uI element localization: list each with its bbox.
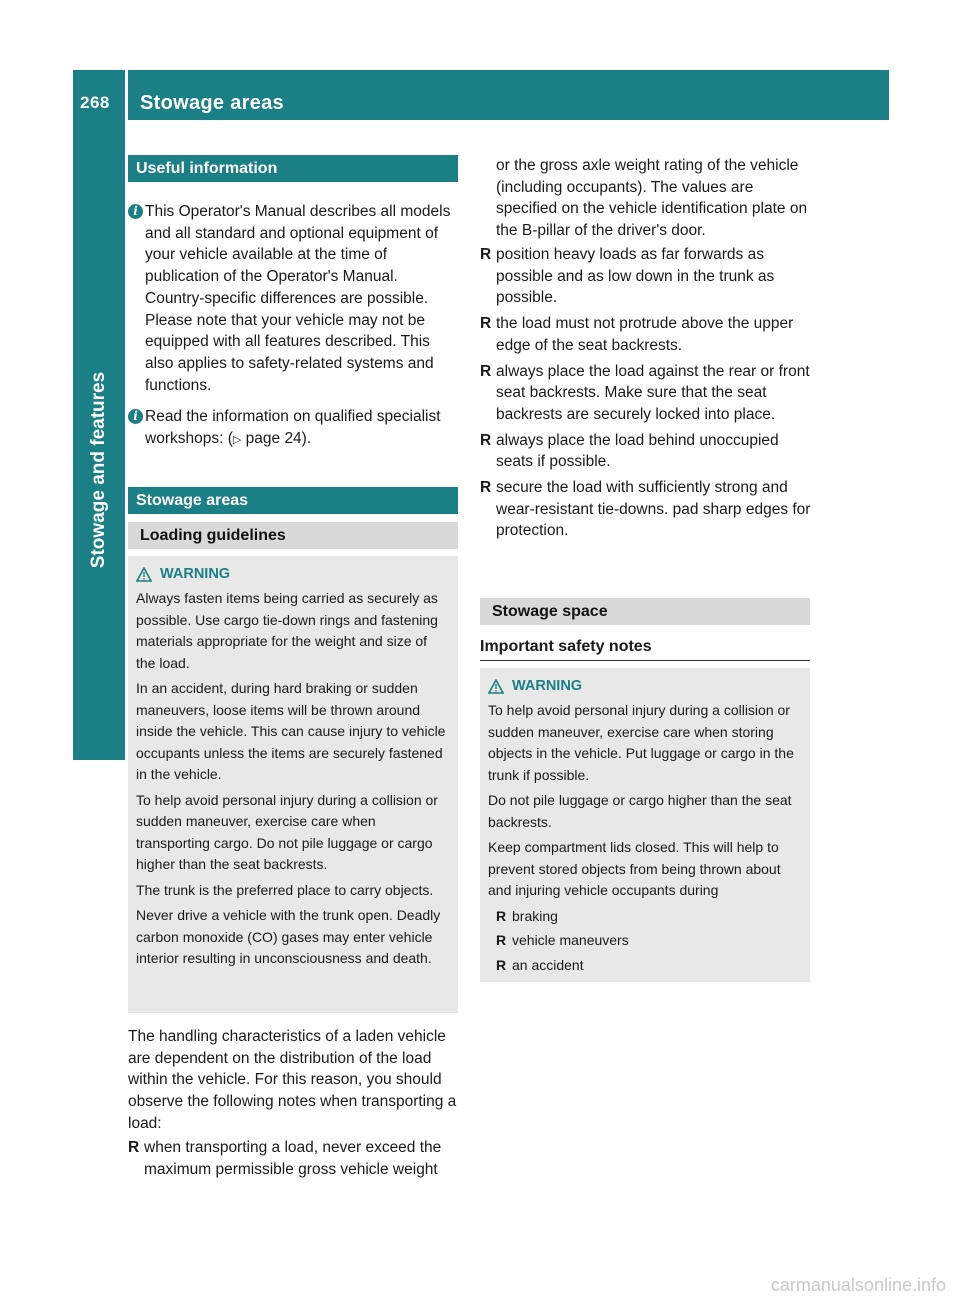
warning-box-loading — [128, 556, 458, 1013]
bullet-icon: R — [480, 246, 492, 263]
info-note-1-text: This Operator's Manual describes all models and all standard and optional equipment of your vehicle available at the time of publication of the Operator's Manual. Country-specific differences are possible. Please note that your vehicle may not be equipped with all features described. This also applies to safety-related systems and functions. — [145, 203, 451, 394]
info-note-2-text: Read the information on qualified specialist workshops: ( — [145, 408, 441, 447]
warning-header — [136, 566, 450, 582]
warning-list-item-text: vehicle maneuvers — [512, 932, 629, 948]
warning-label: WARNING — [160, 566, 231, 582]
bullet-icon: R — [496, 932, 507, 948]
info-icon: i — [128, 409, 143, 424]
list-item — [480, 430, 814, 473]
list-item-text: always place the load against the rear or front seat backrests. Make sure that the seat backrests are securely locked into place. — [496, 362, 810, 423]
warning-paragraph: Do not pile luggage or cargo higher than the seat backrests. — [488, 792, 792, 830]
load-bullet-list — [480, 244, 814, 542]
page-number: 268 — [80, 93, 110, 112]
loading-guidelines-heading: Loading guidelines — [128, 522, 458, 549]
list-item-text: position heavy loads as far forwards as possible and as low down in the trunk as possible. — [496, 246, 775, 307]
list-item — [480, 477, 814, 542]
warning-paragraph: Always fasten items being carried as securely as possible. Use cargo tie-down rings and fastening materials appropriate for the weight and size of the load. — [136, 590, 438, 671]
info-note-1 — [128, 201, 460, 396]
header-separator — [125, 70, 128, 120]
side-tab-extension — [73, 680, 125, 760]
side-tab-label: Stowage and features — [88, 371, 109, 569]
warning-paragraph: Keep compartment lids closed. This will help to prevent stored objects from being thrown about and injuring vehicle occupants during — [488, 839, 781, 898]
warning-list-item — [496, 930, 802, 952]
warning-list-item-text: braking — [512, 907, 558, 924]
warning-paragraph: To help avoid personal injury during a collision or sudden maneuver, exercise care when storing objects in the vehicle. Put luggage or cargo in the trunk if possible. — [488, 702, 794, 783]
warning-paragraph: In an accident, during hard braking or sudden maneuvers, loose items will be thrown around inside the vehicle. This can cause injury to vehicle occupants unless the items are securely fastened in the vehicle. — [136, 680, 446, 782]
warning-triangle-icon — [488, 679, 504, 694]
page-title: Stowage areas — [140, 92, 284, 114]
bullet-icon: R — [480, 431, 492, 449]
warning-paragraph: The trunk is the preferred place to carry objects. — [136, 881, 434, 898]
stowage-areas-heading: Stowage areas — [128, 487, 458, 514]
heading-rule — [480, 660, 810, 661]
list-item — [480, 313, 814, 356]
warning-header — [488, 678, 802, 694]
warning-label: WARNING — [512, 678, 583, 694]
warning-box-stowage — [480, 668, 810, 982]
bullet-icon: R — [128, 1139, 140, 1156]
bullet-icon: R — [480, 315, 492, 333]
list-item-text: always place the load behind unoccupied seats if possible. — [496, 431, 779, 471]
list-item-text: when transporting a load, never exceed the maximum permissible gross vehicle weight — [144, 1139, 442, 1178]
warning-paragraph: Never drive a vehicle with the trunk open. Deadly carbon monoxide (CO) gases may enter vehicle interior resulting in unconsciousness and death. — [136, 907, 441, 966]
continuation-text: or the gross axle weight rating of the vehicle (including occupants). The values are specified on the vehicle identification plate on the B-pillar of the driver's door. — [496, 157, 808, 240]
warning-triangle-icon — [136, 567, 152, 582]
warning-list-item — [496, 955, 802, 977]
stowage-space-heading: Stowage space — [480, 598, 810, 625]
warning-paragraph: To help avoid personal injury during a collision or sudden maneuver, exercise care when transporting cargo. Do not pile luggage or cargo higher than the seat backrests. — [136, 791, 438, 872]
handling-paragraph: The handling characteristics of a laden vehicle are dependent on the distribution of the load within the vehicle. For this reason, you should observe the following notes when transporting a load: — [128, 1028, 457, 1132]
warning-list-item-text: an accident — [512, 956, 584, 973]
safety-notes-heading: Important safety notes — [480, 638, 652, 655]
useful-info-heading: Useful information — [128, 155, 458, 182]
watermark: carmanualsonline.info — [770, 1275, 946, 1295]
bullet-icon: R — [496, 907, 507, 924]
page-ref-link[interactable]: page 24). — [241, 429, 312, 447]
bullet-icon: R — [480, 362, 492, 380]
page-ref-arrow-icon: ▷ — [232, 433, 242, 446]
info-icon: i — [128, 204, 143, 219]
list-item — [480, 361, 814, 426]
warning-list-item — [496, 906, 802, 928]
list-item — [128, 1137, 476, 1180]
list-item — [480, 244, 814, 309]
list-item-text: the load must not protrude above the upper edge of the seat backrests. — [496, 315, 794, 354]
info-note-2 — [128, 406, 460, 451]
bullet-icon: R — [496, 956, 507, 973]
list-item-text: secure the load with sufficiently strong and wear-resistant tie-downs. pad sharp edges for protection. — [496, 479, 811, 540]
bullet-icon: R — [480, 479, 492, 497]
